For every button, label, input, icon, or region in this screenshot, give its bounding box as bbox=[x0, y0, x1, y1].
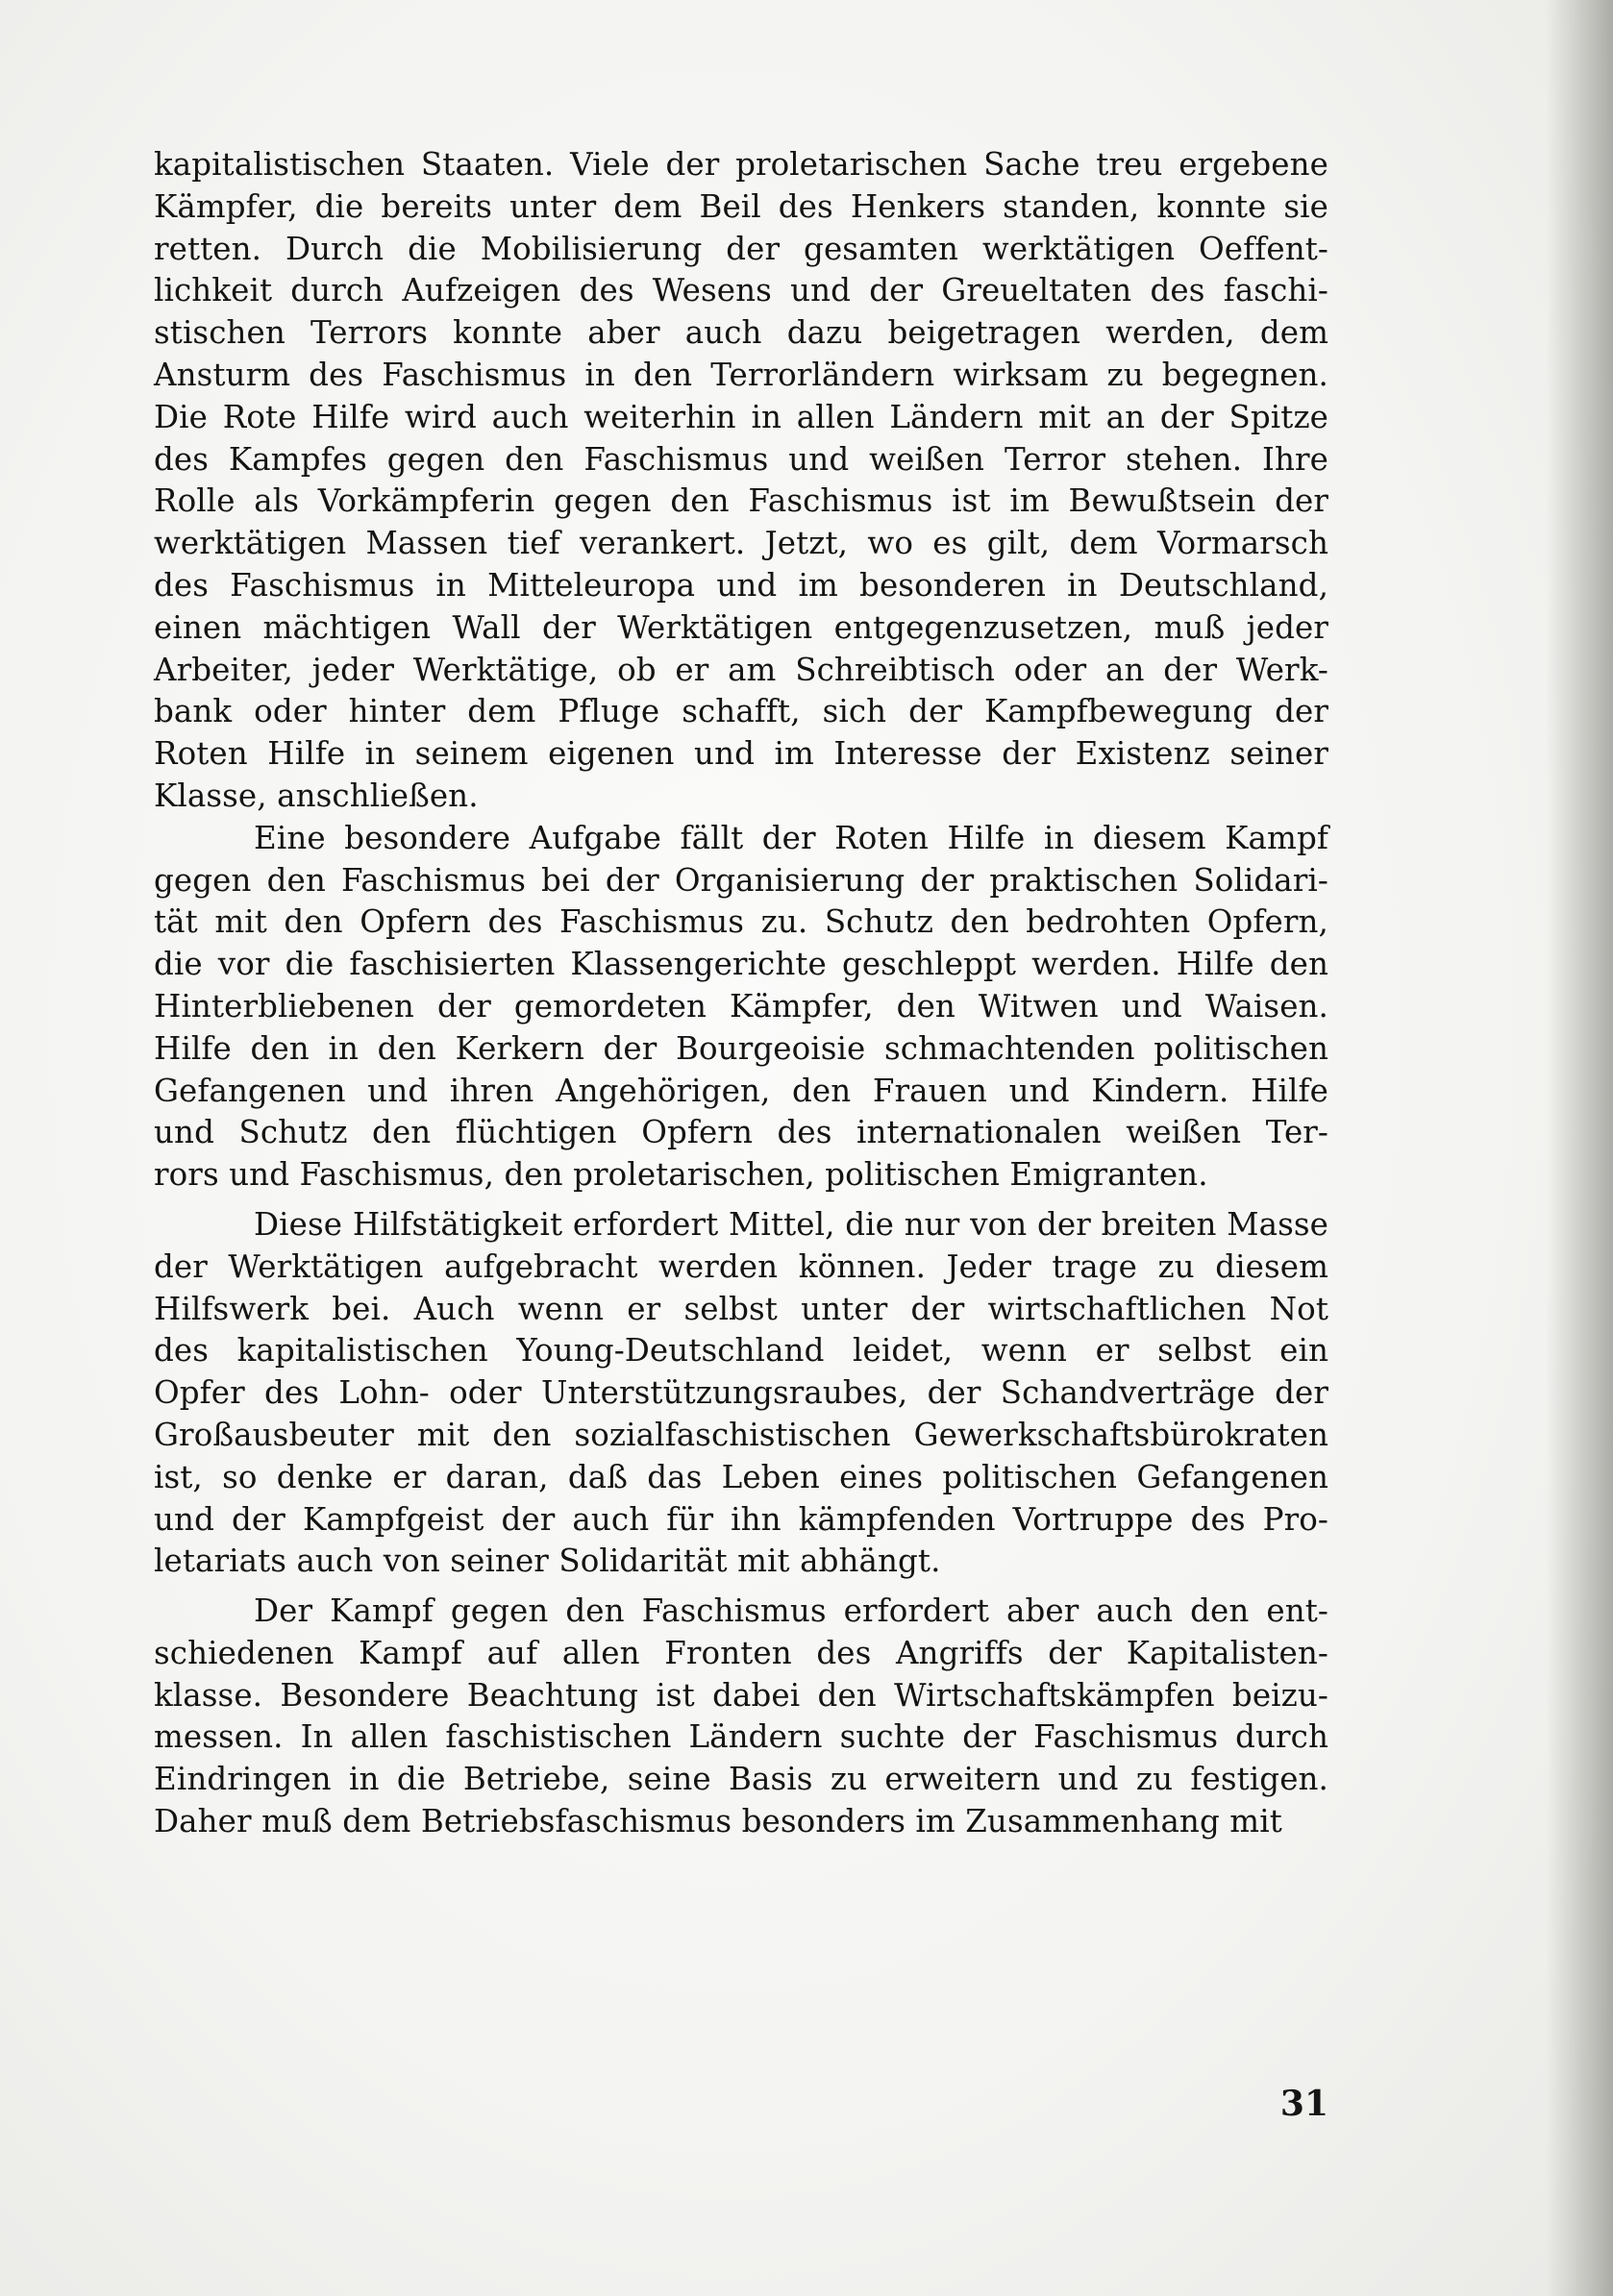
text-line: Eindringen in die Betriebe, seine Basis zu erweitern und zu festigen. bbox=[154, 1761, 1328, 1798]
text-line: letariats auch von seiner Solidarität mit abhängt. bbox=[154, 1543, 941, 1580]
text-line: die vor die faschisierten Klassengerichte geschleppt werden. Hilfe den bbox=[154, 946, 1328, 983]
text-line: ist, so denke er daran, daß das Leben eines politischen Gefangenen bbox=[154, 1458, 1328, 1495]
text-line: klasse. Besondere Beachtung ist dabei den Wirtschaftskämpfen beizu- bbox=[154, 1676, 1328, 1714]
text-line: des Faschismus in Mitteleuropa und im besonderen in Deutschland, bbox=[154, 566, 1328, 604]
text-line: Der Kampf gegen den Faschismus erfordert aber auch den ent- bbox=[254, 1592, 1328, 1630]
text-line: der Werktätigen aufgebracht werden können. Jeder trage zu diesem bbox=[154, 1247, 1328, 1285]
text-line: Hinterbliebenen der gemordeten Kämpfer, den Witwen und Waisen. bbox=[154, 987, 1328, 1025]
body-text bbox=[154, 144, 1328, 1843]
text-line: lichkeit durch Aufzeigen des Wesens und der Greueltaten des faschi- bbox=[154, 272, 1328, 309]
text-line: stischen Terrors konnte aber auch dazu beigetragen werden, dem bbox=[154, 314, 1328, 352]
text-line: Roten Hilfe in seinem eigenen und im Interesse der Existenz seiner bbox=[154, 735, 1328, 773]
text-line: Hilfe den in den Kerkern der Bourgeoisie schmachtenden politischen bbox=[154, 1029, 1328, 1067]
paragraph bbox=[154, 1591, 1328, 1843]
text-line: messen. In allen faschistischen Ländern suchte der Faschismus durch bbox=[154, 1718, 1328, 1756]
text-line: Arbeiter, jeder Werktätige, ob er am Schreibtisch oder an der Werk- bbox=[154, 651, 1328, 688]
page-edge-shadow bbox=[1546, 0, 1613, 2296]
page-number: 31 bbox=[1279, 2084, 1328, 2124]
text-line: und Schutz den flüchtigen Opfern des internationalen weißen Ter- bbox=[154, 1114, 1328, 1151]
text-line: Die Rote Hilfe wird auch weiterhin in allen Ländern mit an der Spitze bbox=[154, 398, 1328, 435]
text-line: schiedenen Kampf auf allen Fronten des Angriffs der Kapitalisten- bbox=[154, 1634, 1328, 1671]
text-line: Opfer des Lohn- oder Unterstützungsraubes, der Schandverträge der bbox=[154, 1374, 1328, 1412]
text-line: Klasse, anschließen. bbox=[154, 777, 479, 814]
text-line: retten. Durch die Mobilisierung der gesamten werktätigen Oeffent- bbox=[154, 230, 1328, 267]
text-line: Eine besondere Aufgabe fällt der Roten Hilfe in diesem Kampf bbox=[254, 819, 1328, 856]
text-line: Daher muß dem Betriebsfaschismus besonders im Zusammenhang mit bbox=[154, 1803, 1282, 1840]
text-line: Gefangenen und ihren Angehörigen, den Frauen und Kindern. Hilfe bbox=[154, 1072, 1328, 1109]
text-line: des Kampfes gegen den Faschismus und weißen Terror stehen. Ihre bbox=[154, 440, 1328, 478]
text-line: Großausbeuter mit den sozialfaschistischen Gewerkschaftsbürokraten bbox=[154, 1416, 1328, 1453]
paragraph bbox=[154, 144, 1328, 818]
text-line: tät mit den Opfern des Faschismus zu. Schutz den bedrohten Opfern, bbox=[154, 903, 1328, 941]
text-line: werktätigen Massen tief verankert. Jetzt, wo es gilt, dem Vormarsch bbox=[154, 525, 1328, 562]
paragraph bbox=[154, 1204, 1328, 1583]
text-line: des kapitalistischen Young-Deutschland leidet, wenn er selbst ein bbox=[154, 1332, 1328, 1370]
paragraph-gap bbox=[154, 1583, 1328, 1591]
text-line: rors und Faschismus, den proletarischen, politischen Emigranten. bbox=[154, 1156, 1208, 1194]
text-line: kapitalistischen Staaten. Viele der proletarischen Sache treu ergebene bbox=[154, 146, 1328, 183]
paragraph-gap bbox=[154, 1197, 1328, 1204]
text-line: bank oder hinter dem Pfluge schafft, sich der Kampfbewegung der bbox=[154, 693, 1328, 730]
text-line: einen mächtigen Wall der Werktätigen entgegenzusetzen, muß jeder bbox=[154, 608, 1328, 646]
text-line: Ansturm des Faschismus in den Terrorländern wirksam zu begegnen. bbox=[154, 356, 1328, 393]
paragraph bbox=[154, 818, 1328, 1197]
text-line: und der Kampfgeist der auch für ihn kämpfenden Vortruppe des Pro- bbox=[154, 1500, 1328, 1538]
text-line: gegen den Faschismus bei der Organisierung der praktischen Solidari- bbox=[154, 861, 1328, 899]
text-line: Kämpfer, die bereits unter dem Beil des Henkers standen, konnte sie bbox=[154, 187, 1328, 225]
text-line: Hilfswerk bei. Auch wenn er selbst unter der wirtschaftlichen Not bbox=[154, 1290, 1328, 1327]
text-line: Diese Hilfstätigkeit erfordert Mittel, die nur von der breiten Masse bbox=[254, 1205, 1328, 1243]
text-line: Rolle als Vorkämpferin gegen den Faschismus ist im Bewußtsein der bbox=[154, 482, 1328, 520]
